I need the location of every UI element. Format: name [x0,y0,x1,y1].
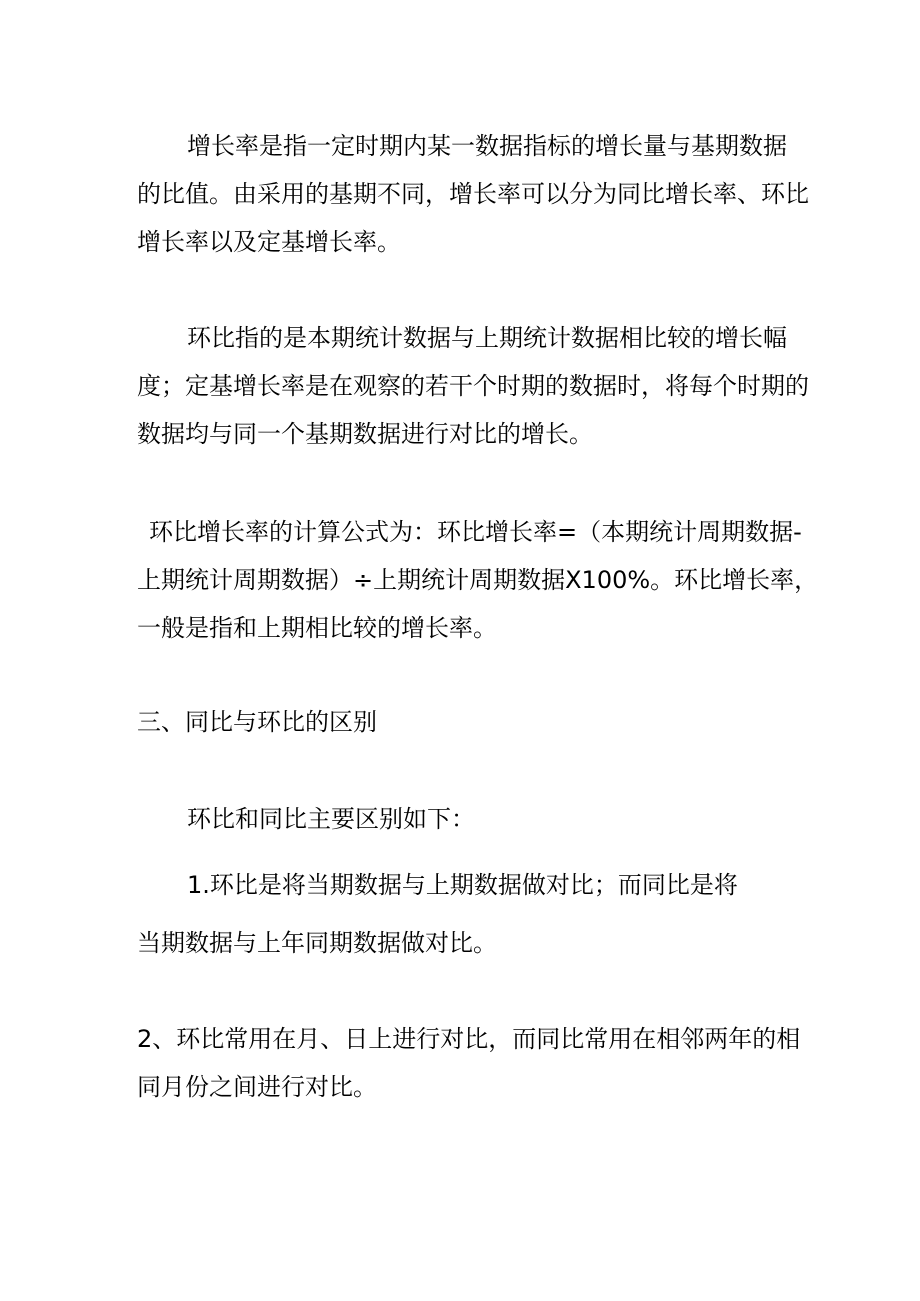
section-heading: 三、同比与环比的区别 [137,708,377,736]
point-1-line-2: 当期数据与上年同期数据做对比。 [137,929,497,957]
differences-intro: 环比和同比主要区别如下： [187,805,475,833]
paragraph-1-line-2: 的比值。由采用的基期不同，增长率可以分为同比增长率、环比 [137,180,809,208]
paragraph-1-line-1: 增长率是指一定时期内某一数据指标的增长量与基期数据 [187,132,787,160]
paragraph-3-line-3: 一般是指和上期相比较的增长率。 [137,614,497,642]
paragraph-3-line-1: 环比增长率的计算公式为：环比增长率=（本期统计周期数据- [149,518,802,546]
point-2-line-1: 2、环比常用在月、日上进行对比，而同比常用在相邻两年的相 [137,1025,801,1053]
paragraph-1-line-3: 增长率以及定基增长率。 [137,228,401,256]
paragraph-2-line-3: 数据均与同一个基期数据进行对比的增长。 [137,420,593,448]
paragraph-2-line-1: 环比指的是本期统计数据与上期统计数据相比较的增长幅 [187,324,787,352]
paragraph-2-line-2: 度；定基增长率是在观察的若干个时期的数据时，将每个时期的 [137,372,809,400]
paragraph-3-line-2: 上期统计周期数据）÷上期统计周期数据X100%。环比增长率， [137,566,819,594]
point-2-line-2: 同月份之间进行对比。 [137,1073,377,1101]
point-1-line-1: 1.环比是将当期数据与上期数据做对比；而同比是将 [187,871,738,899]
